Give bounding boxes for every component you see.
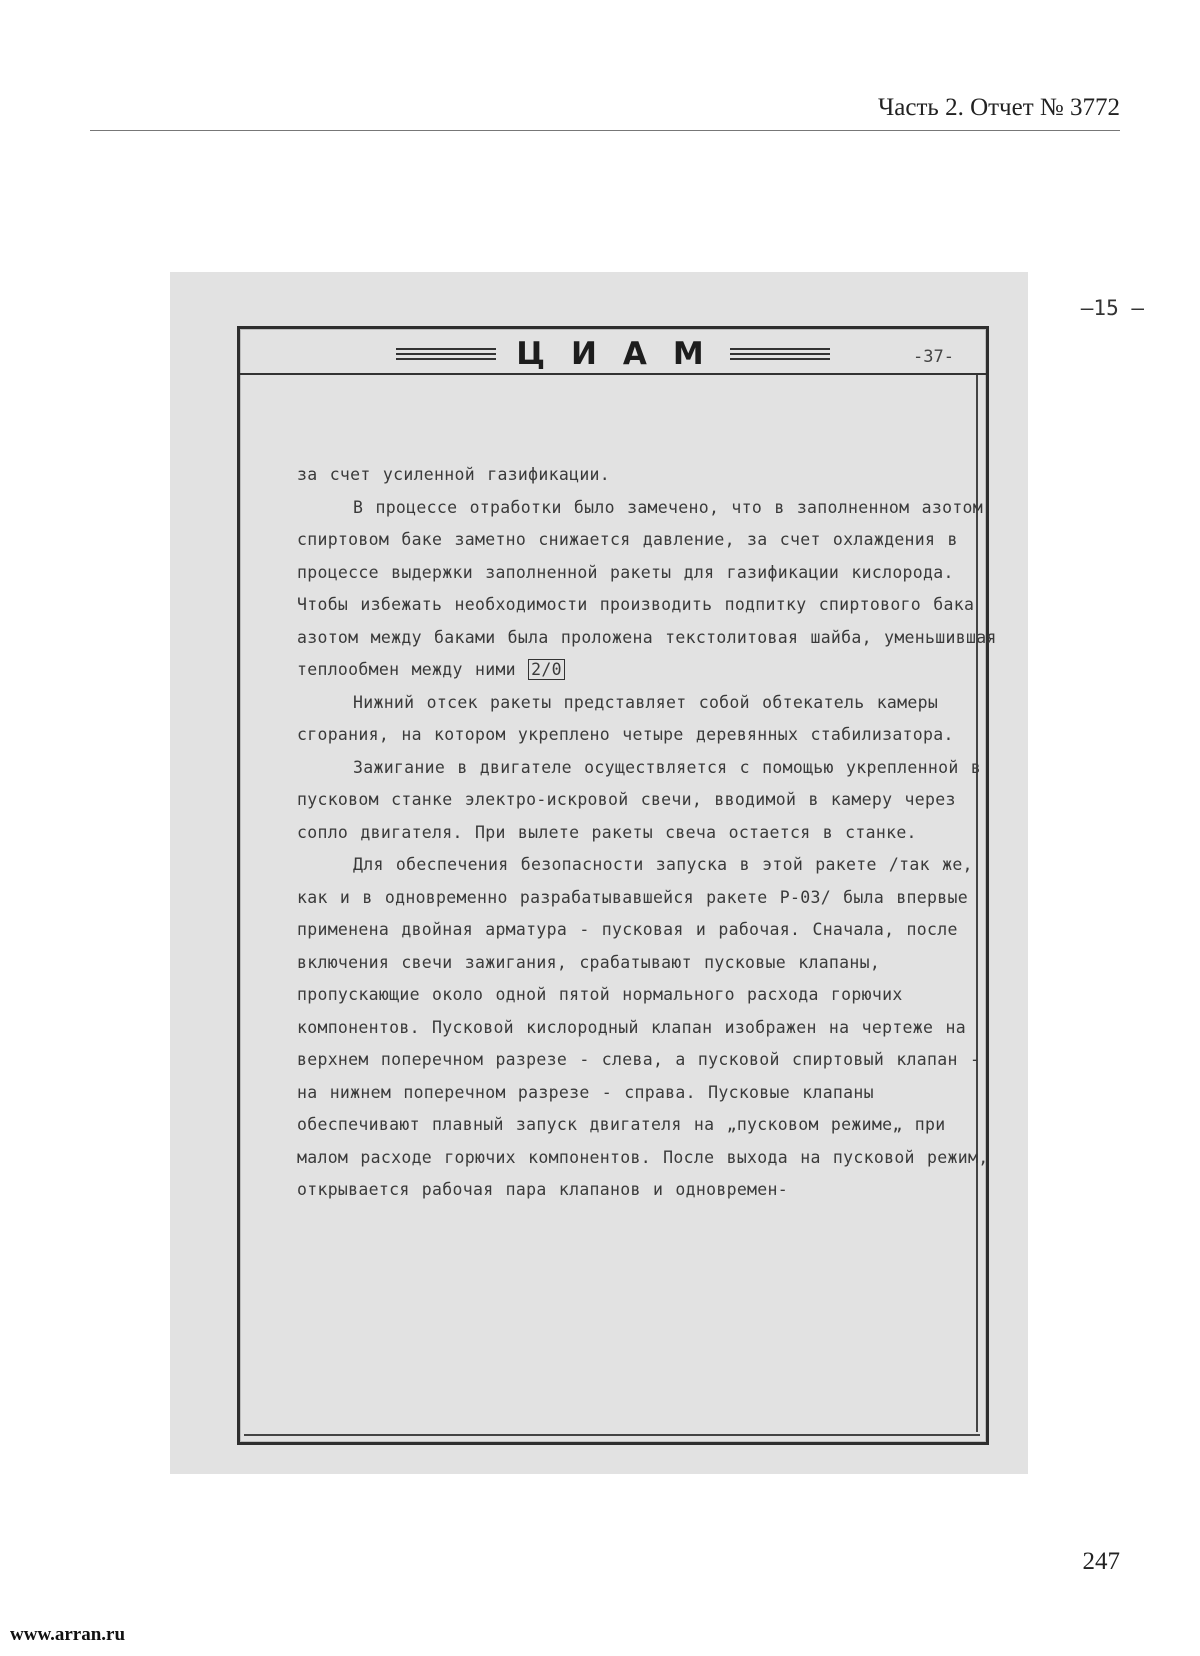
- paragraph: Нижний отсек ракеты представляет собой обтекатель камеры сгорания, на котором укреплено четыре деревянных стабилизатора.: [297, 692, 954, 744]
- logo-text: ЦИАМ: [516, 336, 730, 372]
- paragraph: Для обеспечения безопасности запуска в этой ракете /так же, как и в одновременно разрабатывавшейся ракете Р-03/ была впервые применена двойная арматура - пусковая и рабочая. Сначала, после включения свечи зажигания, срабатывают пусковые клапаны, пропускающие около одной пятой нормального расхода горючих компонентов. Пусковой кислородный клапан изображен на чертеже на верхнем поперечном разрезе - слева, а пусковой спиртовый клапан - на нижнем поперечном разрезе - справа. Пусковые клапаны обеспечивают плавный запуск двигателя на „пусковом режиме„ при малом расходе горючих компонентов. После выхода на пусковой режим, открывается рабочая пара клапанов и одновремен-: [297, 855, 989, 1199]
- typed-text: [297, 459, 997, 1207]
- frame-inner-bottom: [244, 1434, 980, 1436]
- reference-box: 2/0: [528, 659, 565, 680]
- inner-page-number: -37-: [913, 347, 954, 367]
- top-page-number: –15 –: [1080, 296, 1144, 320]
- page-number: 247: [1082, 1548, 1120, 1575]
- header-rule: [90, 130, 1120, 131]
- paragraph: Зажигание в двигателе осуществляется с помощью укрепленной в пусковом станке электро-искровой свечи, вводимой в камеру через сопло двигателя. При вылете ракеты свеча остается в станке.: [297, 757, 982, 842]
- ciam-logo: [240, 337, 986, 371]
- running-head: Часть 2. Отчет № 3772: [878, 94, 1120, 121]
- paragraph: [297, 492, 997, 687]
- paragraph: за счет усиленной газификации.: [297, 465, 611, 484]
- frame-header-line: [240, 373, 986, 375]
- scanned-document: [170, 272, 1028, 1474]
- paragraph-text: В процессе отработки было замечено, что в заполненном азотом спиртовом баке заметно снижается давление, за счет охлаждения в процессе выдержки заполненной ракеты для газификации кислорода. Чтобы избежать необходимости производить подпитку спиртового бака азотом между баками была проложена текстолитовая шайба, уменьшившая теплообмен между ними: [297, 497, 997, 679]
- site-url[interactable]: www.arran.ru: [10, 1624, 126, 1645]
- document-frame: [237, 326, 997, 1445]
- logo-lines-left: [396, 346, 496, 362]
- logo-lines-right: [730, 346, 830, 362]
